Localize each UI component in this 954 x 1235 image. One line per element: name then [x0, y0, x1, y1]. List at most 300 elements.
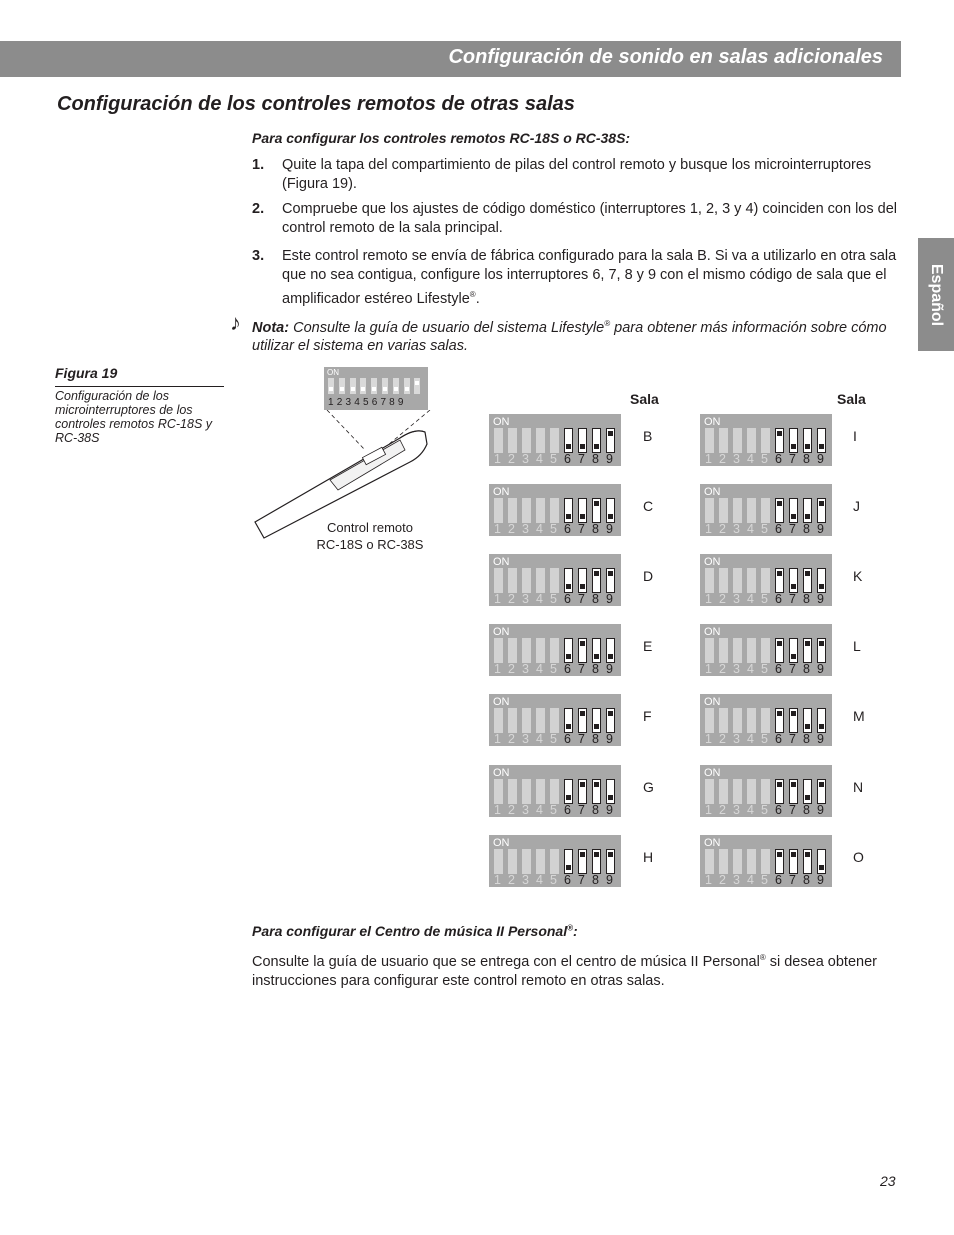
mini-switch: [404, 378, 410, 394]
mini-switch: [339, 378, 345, 394]
dip-switch: [789, 428, 798, 453]
dip-switch: [578, 428, 587, 453]
dip-switch: [536, 638, 545, 663]
dip-switch: [747, 498, 756, 523]
dip-switch: [803, 568, 812, 593]
dip-switch-number: 8: [592, 522, 599, 537]
personal-instructions: Consulte la guía de usuario que se entrega con el centro de música II Personal® si desea obtener instrucciones para configurar este control remoto en otras salas.: [252, 953, 877, 989]
dip-switch: [803, 428, 812, 453]
dip-switch: [522, 708, 531, 733]
dip-switch: [747, 708, 756, 733]
dip-switch-number: 5: [761, 872, 768, 887]
dip-switch: [564, 638, 573, 663]
dip-switch-number: 2: [508, 662, 515, 677]
dip-switch-number: 2: [508, 872, 515, 887]
dip-switch-number: 9: [817, 732, 824, 747]
dip-switch-number: 5: [550, 662, 557, 677]
dip-switch: [564, 498, 573, 523]
dip-switch: [761, 428, 770, 453]
dip-switch: [817, 498, 826, 523]
dip-switch-number: 3: [733, 872, 740, 887]
note: Nota: Consulte la guía de usuario del sistema Lifestyle® para obtener más información sobre cómo utilizar el sistema en varias salas.: [252, 319, 887, 354]
dip-switch-number: 1: [705, 872, 712, 887]
dip-switch-number: 4: [747, 802, 754, 817]
dip-switch: [761, 779, 770, 804]
room-dip-J: [700, 484, 832, 536]
dip-switch-number: 7: [578, 872, 585, 887]
dip-switch-number: 2: [508, 802, 515, 817]
dip-switch: [761, 498, 770, 523]
dip-switch-number: 1: [705, 522, 712, 537]
language-tab-label: Español: [928, 263, 945, 326]
dip-switch: [550, 638, 559, 663]
room-dip-N: [700, 765, 832, 817]
mini-switch: [393, 378, 399, 394]
dip-switch-number: 9: [817, 592, 824, 607]
dip-switch-number: 1: [494, 732, 501, 747]
dip-switch-number: 9: [606, 452, 613, 466]
dip-switch-number: 2: [719, 662, 726, 677]
dip-switch: [817, 428, 826, 453]
dip-switch-number: 3: [733, 522, 740, 537]
mini-dip-switch-diagram: ON 1 2 3 4 5 6 7 8 9: [324, 367, 428, 410]
page-number: 23: [880, 1173, 896, 1189]
header-bar: [0, 41, 901, 77]
room-dip-F: [489, 694, 621, 746]
dip-switch-number: 1: [705, 662, 712, 677]
dip-switch-number: 3: [733, 662, 740, 677]
dip-on-label: ON: [704, 626, 721, 639]
dip-switch-number: 5: [550, 592, 557, 607]
dip-switch: [775, 568, 784, 593]
dip-switch-number: 2: [719, 452, 726, 466]
dip-switch: [564, 779, 573, 804]
dip-switch-number: 1: [494, 802, 501, 817]
dip-switch: [522, 638, 531, 663]
dip-switch-number: 7: [789, 732, 796, 747]
dip-switch-number: 8: [803, 522, 810, 537]
dip-switch: [606, 498, 615, 523]
dip-switch: [733, 849, 742, 874]
dip-switch-number: 5: [761, 662, 768, 677]
dip-switch: [817, 638, 826, 663]
dip-switch-number: 5: [550, 522, 557, 537]
dip-switch-number: 4: [536, 802, 543, 817]
dip-switch-number: 9: [817, 662, 824, 677]
step-number: 2.: [252, 201, 265, 217]
dip-switch-number: 2: [508, 522, 515, 537]
room-label: E: [643, 638, 653, 655]
dip-switch: [494, 568, 503, 593]
dip-switch: [592, 779, 601, 804]
dip-switch-number: 4: [747, 732, 754, 747]
dip-switch: [705, 779, 714, 804]
room-label: F: [643, 708, 652, 725]
dip-switch-number: 3: [522, 592, 529, 607]
dip-switch: [536, 708, 545, 733]
room-dip-H: [489, 835, 621, 887]
dip-switch: [817, 849, 826, 874]
dip-switch: [536, 498, 545, 523]
dip-switch-number: 3: [522, 522, 529, 537]
dip-on-label: ON: [493, 556, 510, 569]
dip-switch: [494, 498, 503, 523]
dip-on-label: ON: [493, 696, 510, 709]
dip-switch: [775, 708, 784, 733]
dip-switch: [522, 779, 531, 804]
dip-on-label: ON: [704, 486, 721, 499]
dip-switch-number: 1: [705, 732, 712, 747]
room-dip-C: [489, 484, 621, 536]
dip-switch-number: 3: [733, 802, 740, 817]
language-tab: [918, 238, 954, 351]
dip-switch-number: 7: [789, 592, 796, 607]
dip-switch-number: 6: [775, 522, 782, 537]
dip-switch: [522, 568, 531, 593]
dip-switch-number: 8: [803, 662, 810, 677]
mini-switch: [414, 378, 420, 394]
dip-switch: [536, 779, 545, 804]
dip-switch-number: 4: [536, 452, 543, 466]
dip-switch-number: 4: [536, 872, 543, 887]
dip-switch-number: 6: [564, 662, 571, 677]
dip-switch: [508, 638, 517, 663]
remote-label: Control remoto RC-18S o RC-38S: [316, 520, 424, 552]
dip-switch: [705, 708, 714, 733]
dip-on-label: ON: [704, 766, 721, 779]
dip-on-label: ON: [704, 836, 721, 849]
room-dip-L: [700, 624, 832, 676]
dip-switch-number: 5: [550, 452, 557, 466]
music-note-icon: ♪: [230, 310, 241, 335]
dip-switch: [817, 568, 826, 593]
room-dip-B: [489, 414, 621, 466]
dip-switch: [775, 498, 784, 523]
header-title: Configuración de sonido en salas adicionales: [448, 46, 883, 68]
room-dip-I: [700, 414, 832, 466]
dip-switch-number: 6: [564, 592, 571, 607]
dip-switch-number: 4: [747, 662, 754, 677]
dip-switch-number: 9: [606, 662, 613, 677]
dip-switch: [606, 849, 615, 874]
dip-switch: [536, 568, 545, 593]
step-text: Quite la tapa del compartimiento de pilas del control remoto y busque los microinterruptores (Figura 19).: [282, 157, 872, 192]
dip-switch: [550, 708, 559, 733]
dip-switch: [803, 638, 812, 663]
dip-switch: [817, 708, 826, 733]
dip-switch-number: 2: [719, 592, 726, 607]
dip-switch-number: 4: [747, 522, 754, 537]
dip-switch-number: 3: [522, 662, 529, 677]
dip-switch: [606, 428, 615, 453]
dip-on-label: ON: [704, 696, 721, 709]
note-label: Nota:: [252, 319, 290, 336]
dip-switch: [522, 428, 531, 453]
dip-switch-number: 8: [592, 802, 599, 817]
dip-on-label: ON: [493, 836, 510, 849]
dip-switch-number: 7: [578, 732, 585, 747]
mini-switch: [382, 378, 388, 394]
dip-switch: [789, 708, 798, 733]
dip-switch-number: 1: [494, 872, 501, 887]
dip-switch: [761, 849, 770, 874]
dip-switch-number: 6: [775, 872, 782, 887]
dip-switch: [747, 779, 756, 804]
dip-switch: [789, 849, 798, 874]
dip-switch: [789, 498, 798, 523]
dip-switch: [578, 638, 587, 663]
room-dip-E: [489, 624, 621, 676]
dip-switch: [803, 849, 812, 874]
dip-switch-number: 9: [817, 802, 824, 817]
dip-switch: [592, 638, 601, 663]
dip-switch: [775, 638, 784, 663]
dip-switch: [775, 428, 784, 453]
section-title: Configuración de los controles remotos de otras salas: [57, 93, 575, 115]
dip-switch-number: 7: [789, 522, 796, 537]
dip-on-label: ON: [704, 556, 721, 569]
dip-switch-number: 6: [564, 732, 571, 747]
dip-switch: [719, 849, 728, 874]
dip-switch: [817, 779, 826, 804]
room-label: J: [853, 498, 860, 515]
dip-switch: [508, 498, 517, 523]
dip-switch: [592, 708, 601, 733]
dip-switch-number: 1: [494, 522, 501, 537]
dip-switch: [705, 568, 714, 593]
step-text: Este control remoto se envía de fábrica configurado para la sala B. Si va a utilizarlo en otra sala que no sea contigua, configure los interruptores 6, 7, 8 y 9 con el mismo código de sala que el amplificador estéreo Lifestyle®.: [282, 248, 897, 307]
dip-switch: [719, 638, 728, 663]
dip-switch-number: 6: [564, 802, 571, 817]
dip-switch-number: 4: [536, 592, 543, 607]
dip-switch-number: 6: [775, 452, 782, 466]
room-label: B: [643, 428, 653, 444]
dip-switch-number: 5: [550, 732, 557, 747]
dip-switch-number: 8: [803, 452, 810, 466]
dip-switch: [494, 428, 503, 453]
step-number: 3.: [252, 248, 265, 264]
sala-header-right: Sala: [837, 391, 866, 407]
room-label: M: [853, 708, 865, 725]
dip-switch-number: 7: [789, 452, 796, 466]
dip-switch-number: 8: [592, 732, 599, 747]
dip-switch-number: 7: [578, 592, 585, 607]
dip-switch-number: 7: [789, 872, 796, 887]
room-label: C: [643, 498, 654, 515]
dip-switch: [747, 568, 756, 593]
dip-switch: [578, 779, 587, 804]
dip-switch-number: 4: [747, 872, 754, 887]
subsection-title-personal: Para configurar el Centro de música II Personal®:: [252, 923, 578, 939]
dip-switch: [550, 428, 559, 453]
dip-switch: [536, 428, 545, 453]
dip-switch: [733, 568, 742, 593]
dip-switch: [761, 638, 770, 663]
dip-switch: [578, 568, 587, 593]
dip-switch: [719, 708, 728, 733]
dip-switch-number: 6: [564, 872, 571, 887]
dip-switch-number: 9: [606, 732, 613, 747]
room-label: D: [643, 568, 654, 585]
dip-switch-number: 8: [803, 592, 810, 607]
dip-switch-number: 9: [606, 522, 613, 537]
dip-on-label: ON: [493, 626, 510, 639]
room-label: H: [643, 848, 654, 865]
dip-switch: [536, 849, 545, 874]
dip-switch: [522, 849, 531, 874]
room-dip-G: [489, 765, 621, 817]
dip-switch-number: 8: [803, 732, 810, 747]
dip-switch-number: 5: [550, 872, 557, 887]
room-dip-K: [700, 554, 832, 606]
room-dip-D: [489, 554, 621, 606]
dip-switch-number: 6: [775, 802, 782, 817]
dip-switch: [733, 498, 742, 523]
figure-divider: [55, 386, 224, 387]
dip-switch-number: 2: [508, 452, 515, 466]
room-label: L: [853, 638, 861, 655]
dip-switch: [733, 428, 742, 453]
dip-switch-number: 7: [789, 662, 796, 677]
figure-caption: Configuración de los microinterruptores de los controles remotos RC-18S y RC-38S: [55, 389, 213, 445]
dip-switch: [803, 708, 812, 733]
dip-on-label: ON: [493, 416, 510, 428]
dip-switch: [550, 779, 559, 804]
room-dip-M: [700, 694, 832, 746]
dip-switch-number: 6: [564, 522, 571, 537]
dip-switch: [705, 638, 714, 663]
dip-switch: [803, 498, 812, 523]
dip-switch-number: 4: [536, 662, 543, 677]
dip-switch: [733, 708, 742, 733]
step-number: 1.: [252, 157, 265, 173]
dip-switch: [592, 428, 601, 453]
dip-switch: [775, 779, 784, 804]
dip-switch-number: 8: [592, 592, 599, 607]
dip-switch-number: 1: [494, 452, 501, 466]
dip-switch-number: 7: [578, 522, 585, 537]
dip-switch: [789, 638, 798, 663]
dip-switch-number: 1: [705, 452, 712, 466]
mini-switch: [350, 378, 356, 394]
dip-switch: [578, 849, 587, 874]
dip-switch: [592, 568, 601, 593]
dip-switch: [508, 708, 517, 733]
dip-switch-number: 9: [606, 872, 613, 887]
dip-switch: [747, 428, 756, 453]
dip-switch-number: 1: [705, 592, 712, 607]
dip-switch: [494, 638, 503, 663]
dip-switch-number: 3: [522, 872, 529, 887]
dip-switch-number: 3: [733, 732, 740, 747]
dip-switch: [761, 708, 770, 733]
dip-switch: [592, 849, 601, 874]
dip-switch-number: 4: [536, 732, 543, 747]
dip-switch-number: 6: [775, 592, 782, 607]
dip-switch-number: 2: [719, 732, 726, 747]
dip-switch-number: 9: [817, 452, 824, 466]
mini-switch: [360, 378, 366, 394]
step-text: Compruebe que los ajustes de código doméstico (interruptores 1, 2, 3 y 4) coinciden con los del control remoto de la sala principal.: [282, 201, 897, 236]
dip-switch: [508, 779, 517, 804]
dip-switch: [578, 708, 587, 733]
dip-switch: [508, 568, 517, 593]
dip-switch: [719, 428, 728, 453]
dip-switch: [705, 498, 714, 523]
dip-switch-number: 2: [719, 802, 726, 817]
room-label: N: [853, 778, 864, 795]
step-3: [252, 247, 902, 309]
dip-switch: [606, 708, 615, 733]
dip-switch-number: 7: [578, 802, 585, 817]
dip-switch: [494, 779, 503, 804]
dip-switch: [606, 568, 615, 593]
dip-switch-number: 5: [761, 802, 768, 817]
dip-switch-number: 7: [578, 452, 585, 466]
dip-switch: [508, 849, 517, 874]
dip-switch: [775, 849, 784, 874]
step-2: [252, 200, 902, 238]
room-dip-O: [700, 835, 832, 887]
dip-switch-number: 1: [494, 662, 501, 677]
figure-label: Figura 19: [55, 365, 118, 381]
dip-switch: [705, 428, 714, 453]
dip-switch-number: 2: [508, 732, 515, 747]
dip-switch: [719, 498, 728, 523]
dip-switch: [733, 638, 742, 663]
mini-switch: [371, 378, 377, 394]
dip-switch-number: 7: [578, 662, 585, 677]
subsection-title-rc: Para configurar los controles remotos RC-18S o RC-38S:: [252, 130, 631, 146]
dip-switch: [494, 849, 503, 874]
dip-switch: [564, 708, 573, 733]
dip-switch: [564, 568, 573, 593]
dip-switch-number: 3: [522, 802, 529, 817]
dip-switch-number: 4: [747, 452, 754, 466]
dip-switch-number: 9: [817, 872, 824, 887]
dip-switch-number: 3: [733, 592, 740, 607]
room-label: K: [853, 568, 863, 585]
dip-switch-number: 9: [606, 802, 613, 817]
dip-switch-number: 4: [536, 522, 543, 537]
mini-dip-numbers: 1 2 3 4 5 6 7 8 9: [328, 397, 404, 408]
dip-switch: [705, 849, 714, 874]
dip-switch-number: 2: [508, 592, 515, 607]
dip-switch: [747, 638, 756, 663]
dip-switch-number: 2: [719, 522, 726, 537]
dip-switch: [719, 779, 728, 804]
dip-switch: [564, 849, 573, 874]
dip-switch-number: 3: [733, 452, 740, 466]
dip-switch-number: 8: [592, 872, 599, 887]
dip-on-label: ON: [704, 416, 721, 428]
dip-switch-number: 5: [550, 802, 557, 817]
dip-switch: [592, 498, 601, 523]
dip-switch-number: 1: [705, 802, 712, 817]
dip-switch-number: 3: [522, 452, 529, 466]
dip-switch-number: 4: [747, 592, 754, 607]
room-label: O: [853, 848, 864, 865]
dip-switch-number: 8: [592, 662, 599, 677]
dip-on-label: ON: [493, 766, 510, 779]
dip-switch: [733, 779, 742, 804]
dip-switch-number: 5: [761, 522, 768, 537]
dip-switch-number: 8: [803, 872, 810, 887]
dip-switch: [606, 779, 615, 804]
dip-switch-number: 9: [817, 522, 824, 537]
dip-switch: [747, 849, 756, 874]
dip-switch: [550, 498, 559, 523]
